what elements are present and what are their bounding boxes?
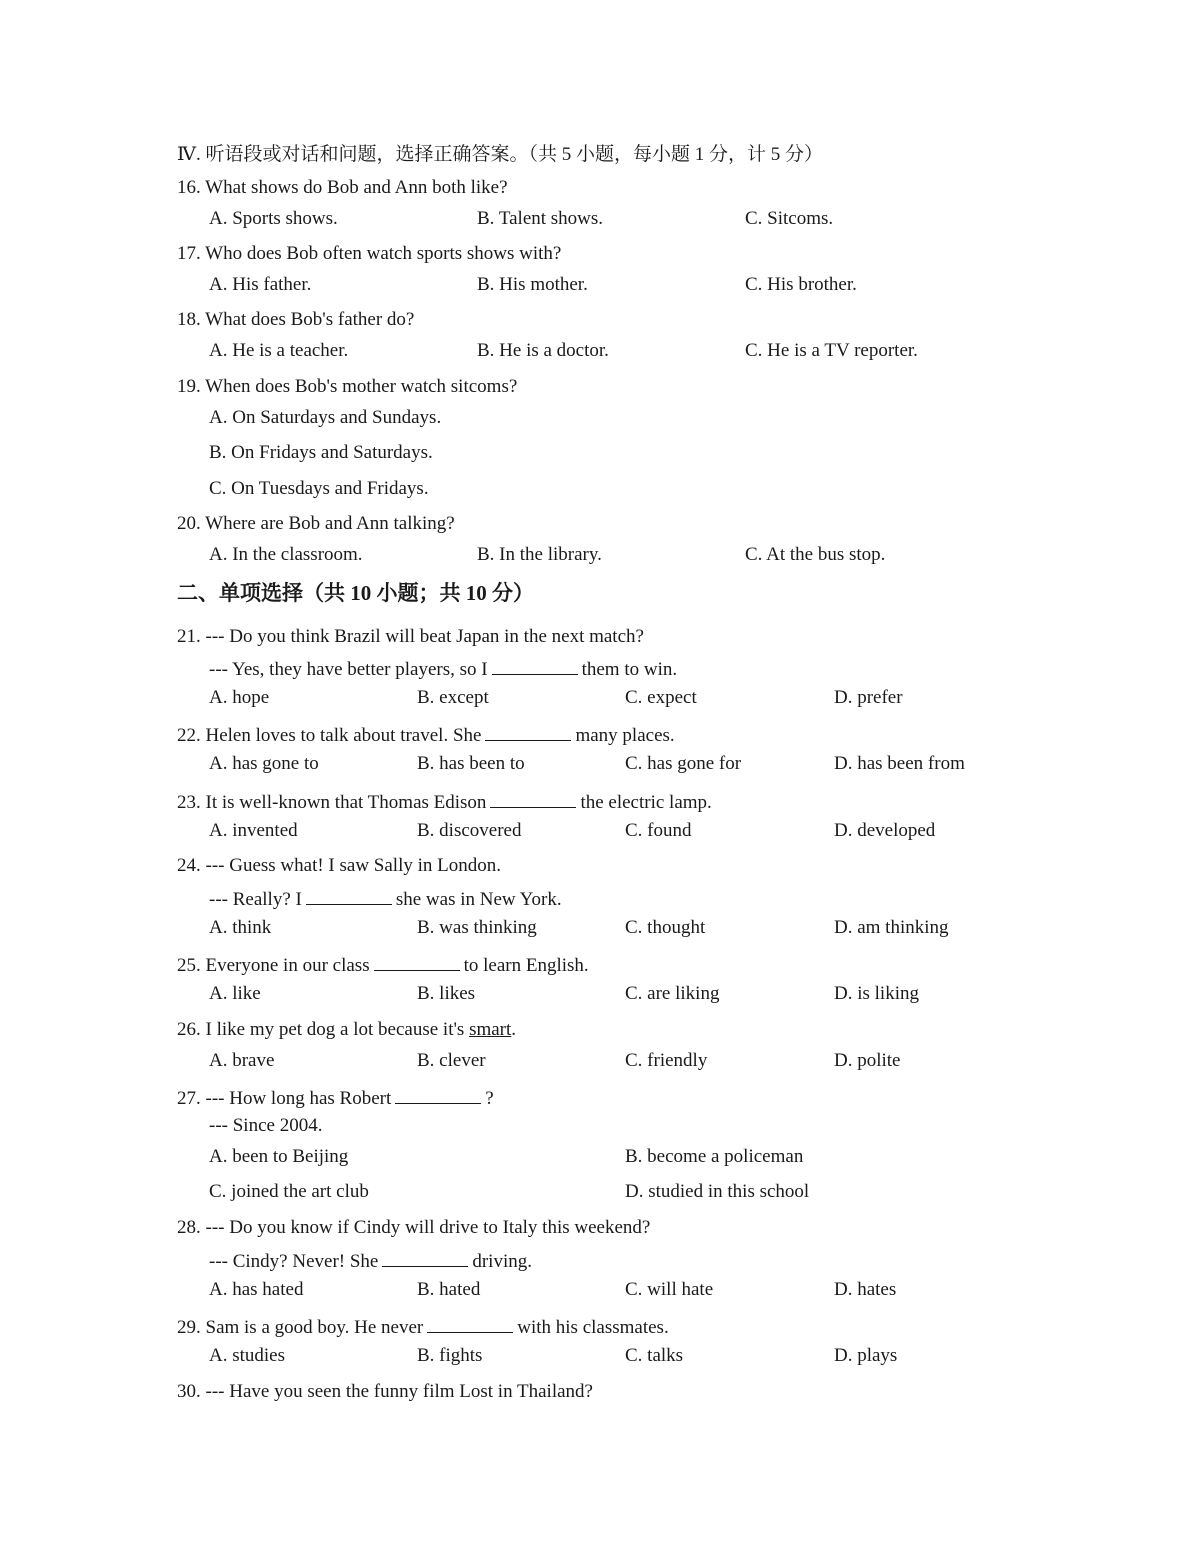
q26-option-d: D. polite: [834, 1050, 901, 1071]
question-30-line1: 30. --- Have you seen the funny film Lost in Thailand?: [177, 1381, 593, 1402]
answer-blank: [485, 722, 571, 741]
q29-option-b: B. fights: [417, 1345, 483, 1366]
q28-line2-pre: --- Cindy? Never! She: [209, 1251, 379, 1272]
q24-option-d: D. am thinking: [834, 917, 949, 938]
q26-option-b: B. clever: [417, 1050, 486, 1071]
q19-option-c: C. On Tuesdays and Fridays.: [209, 478, 429, 499]
q25-post: to learn English.: [463, 955, 589, 976]
question-21-line1: 21. --- Do you think Brazil will beat Japan in the next match?: [177, 626, 644, 647]
q29-option-a: A. studies: [209, 1345, 285, 1366]
q21-option-a: A. hope: [209, 687, 270, 708]
q22-pre: 22. Helen loves to talk about travel. She: [177, 725, 482, 746]
q16-option-c: C. Sitcoms.: [745, 208, 834, 229]
q23-option-b: B. discovered: [417, 820, 522, 841]
question-28-line2: [209, 1248, 532, 1273]
answer-blank: [395, 1085, 481, 1104]
q21-line2-post: them to win.: [581, 659, 678, 680]
q18-option-c: C. He is a TV reporter.: [745, 340, 918, 361]
q24-line2-pre: --- Really? I: [209, 889, 302, 910]
q20-option-a: A. In the classroom.: [209, 544, 363, 565]
q24-option-b: B. was thinking: [417, 917, 537, 938]
q16-option-a: A. Sports shows.: [209, 208, 338, 229]
q22-option-c: C. has gone for: [625, 753, 742, 774]
q26-option-c: C. friendly: [625, 1050, 708, 1071]
q22-post: many places.: [575, 725, 675, 746]
q17-option-a: A. His father.: [209, 274, 312, 295]
q23-option-c: C. found: [625, 820, 692, 841]
q28-line2-post: driving.: [472, 1251, 532, 1272]
question-20-stem: 20. Where are Bob and Ann talking?: [177, 513, 455, 534]
q28-option-a: A. has hated: [209, 1279, 304, 1300]
q20-option-b: B. In the library.: [477, 544, 602, 565]
q21-option-c: C. expect: [625, 687, 697, 708]
question-18-stem: 18. What does Bob's father do?: [177, 309, 415, 330]
section-iv-title: Ⅳ. 听语段或对话和问题，选择正确答案。（共 5 小题，每小题 1 分，计 5 分）: [177, 144, 823, 165]
q16-option-b: B. Talent shows.: [477, 208, 604, 229]
q21-option-b: B. except: [417, 687, 489, 708]
q29-post: with his classmates.: [517, 1317, 669, 1338]
q27-option-a: A. been to Beijing: [209, 1146, 349, 1167]
q25-option-b: B. likes: [417, 983, 476, 1004]
q17-option-b: B. His mother.: [477, 274, 588, 295]
question-24-line2: [209, 886, 562, 911]
q23-post: the electric lamp.: [580, 792, 712, 813]
q25-option-d: D. is liking: [834, 983, 919, 1004]
q17-option-c: C. His brother.: [745, 274, 857, 295]
answer-blank: [490, 789, 576, 808]
q20-option-c: C. At the bus stop.: [745, 544, 886, 565]
question-24-line1: 24. --- Guess what! I saw Sally in London.: [177, 855, 502, 876]
q18-option-b: B. He is a doctor.: [477, 340, 609, 361]
question-25-stem: [177, 952, 589, 977]
question-28-line1: 28. --- Do you know if Cindy will drive to Italy this weekend?: [177, 1217, 651, 1238]
q21-option-d: D. prefer: [834, 687, 903, 708]
question-27-line2: --- Since 2004.: [209, 1115, 323, 1136]
q29-option-d: D. plays: [834, 1345, 898, 1366]
q19-option-a: A. On Saturdays and Sundays.: [209, 407, 442, 428]
question-17-stem: 17. Who does Bob often watch sports shows with?: [177, 243, 562, 264]
q29-pre: 29. Sam is a good boy. He never: [177, 1317, 424, 1338]
q27-post: ?: [485, 1088, 494, 1109]
q24-line2-post: she was in New York.: [395, 889, 562, 910]
q22-option-d: D. has been from: [834, 753, 965, 774]
question-21-line2: [209, 656, 677, 681]
q26-post: .: [511, 1019, 517, 1040]
q29-option-c: C. talks: [625, 1345, 684, 1366]
question-23-stem: [177, 789, 712, 814]
q24-option-a: A. think: [209, 917, 272, 938]
q25-option-a: A. like: [209, 983, 261, 1004]
question-19-stem: 19. When does Bob's mother watch sitcoms?: [177, 376, 518, 397]
q26-pre: 26. I like my pet dog a lot because it's: [177, 1019, 465, 1040]
q28-option-b: B. hated: [417, 1279, 481, 1300]
question-27-stem: [177, 1085, 494, 1110]
answer-blank: [382, 1248, 468, 1267]
q25-option-c: C. are liking: [625, 983, 720, 1004]
q27-option-d: D. studied in this school: [625, 1181, 810, 1202]
question-22-stem: [177, 722, 675, 747]
q23-pre: 23. It is well-known that Thomas Edison: [177, 792, 487, 813]
q22-option-a: A. has gone to: [209, 753, 319, 774]
q19-option-b: B. On Fridays and Saturdays.: [209, 442, 433, 463]
q24-option-c: C. thought: [625, 917, 706, 938]
question-29-stem: [177, 1314, 669, 1339]
q22-option-b: B. has been to: [417, 753, 525, 774]
q27-option-b: B. become a policeman: [625, 1146, 804, 1167]
question-16-stem: 16. What shows do Bob and Ann both like?: [177, 177, 508, 198]
q21-line2-pre: --- Yes, they have better players, so I: [209, 659, 488, 680]
question-26-stem: [177, 1019, 516, 1041]
section-2-title: 二、单项选择（共 10 小题；共 10 分）: [177, 581, 534, 605]
answer-blank: [374, 952, 460, 971]
q23-option-d: D. developed: [834, 820, 936, 841]
q25-pre: 25. Everyone in our class: [177, 955, 370, 976]
answer-blank: [306, 886, 392, 905]
underlined-word: smart: [469, 1019, 512, 1040]
answer-blank: [427, 1314, 513, 1333]
q26-option-a: A. brave: [209, 1050, 275, 1071]
q27-option-c: C. joined the art club: [209, 1181, 369, 1202]
q27-pre: 27. --- How long has Robert: [177, 1088, 392, 1109]
q18-option-a: A. He is a teacher.: [209, 340, 349, 361]
q23-option-a: A. invented: [209, 820, 298, 841]
q28-option-c: C. will hate: [625, 1279, 714, 1300]
q28-option-d: D. hates: [834, 1279, 897, 1300]
answer-blank: [492, 656, 578, 675]
